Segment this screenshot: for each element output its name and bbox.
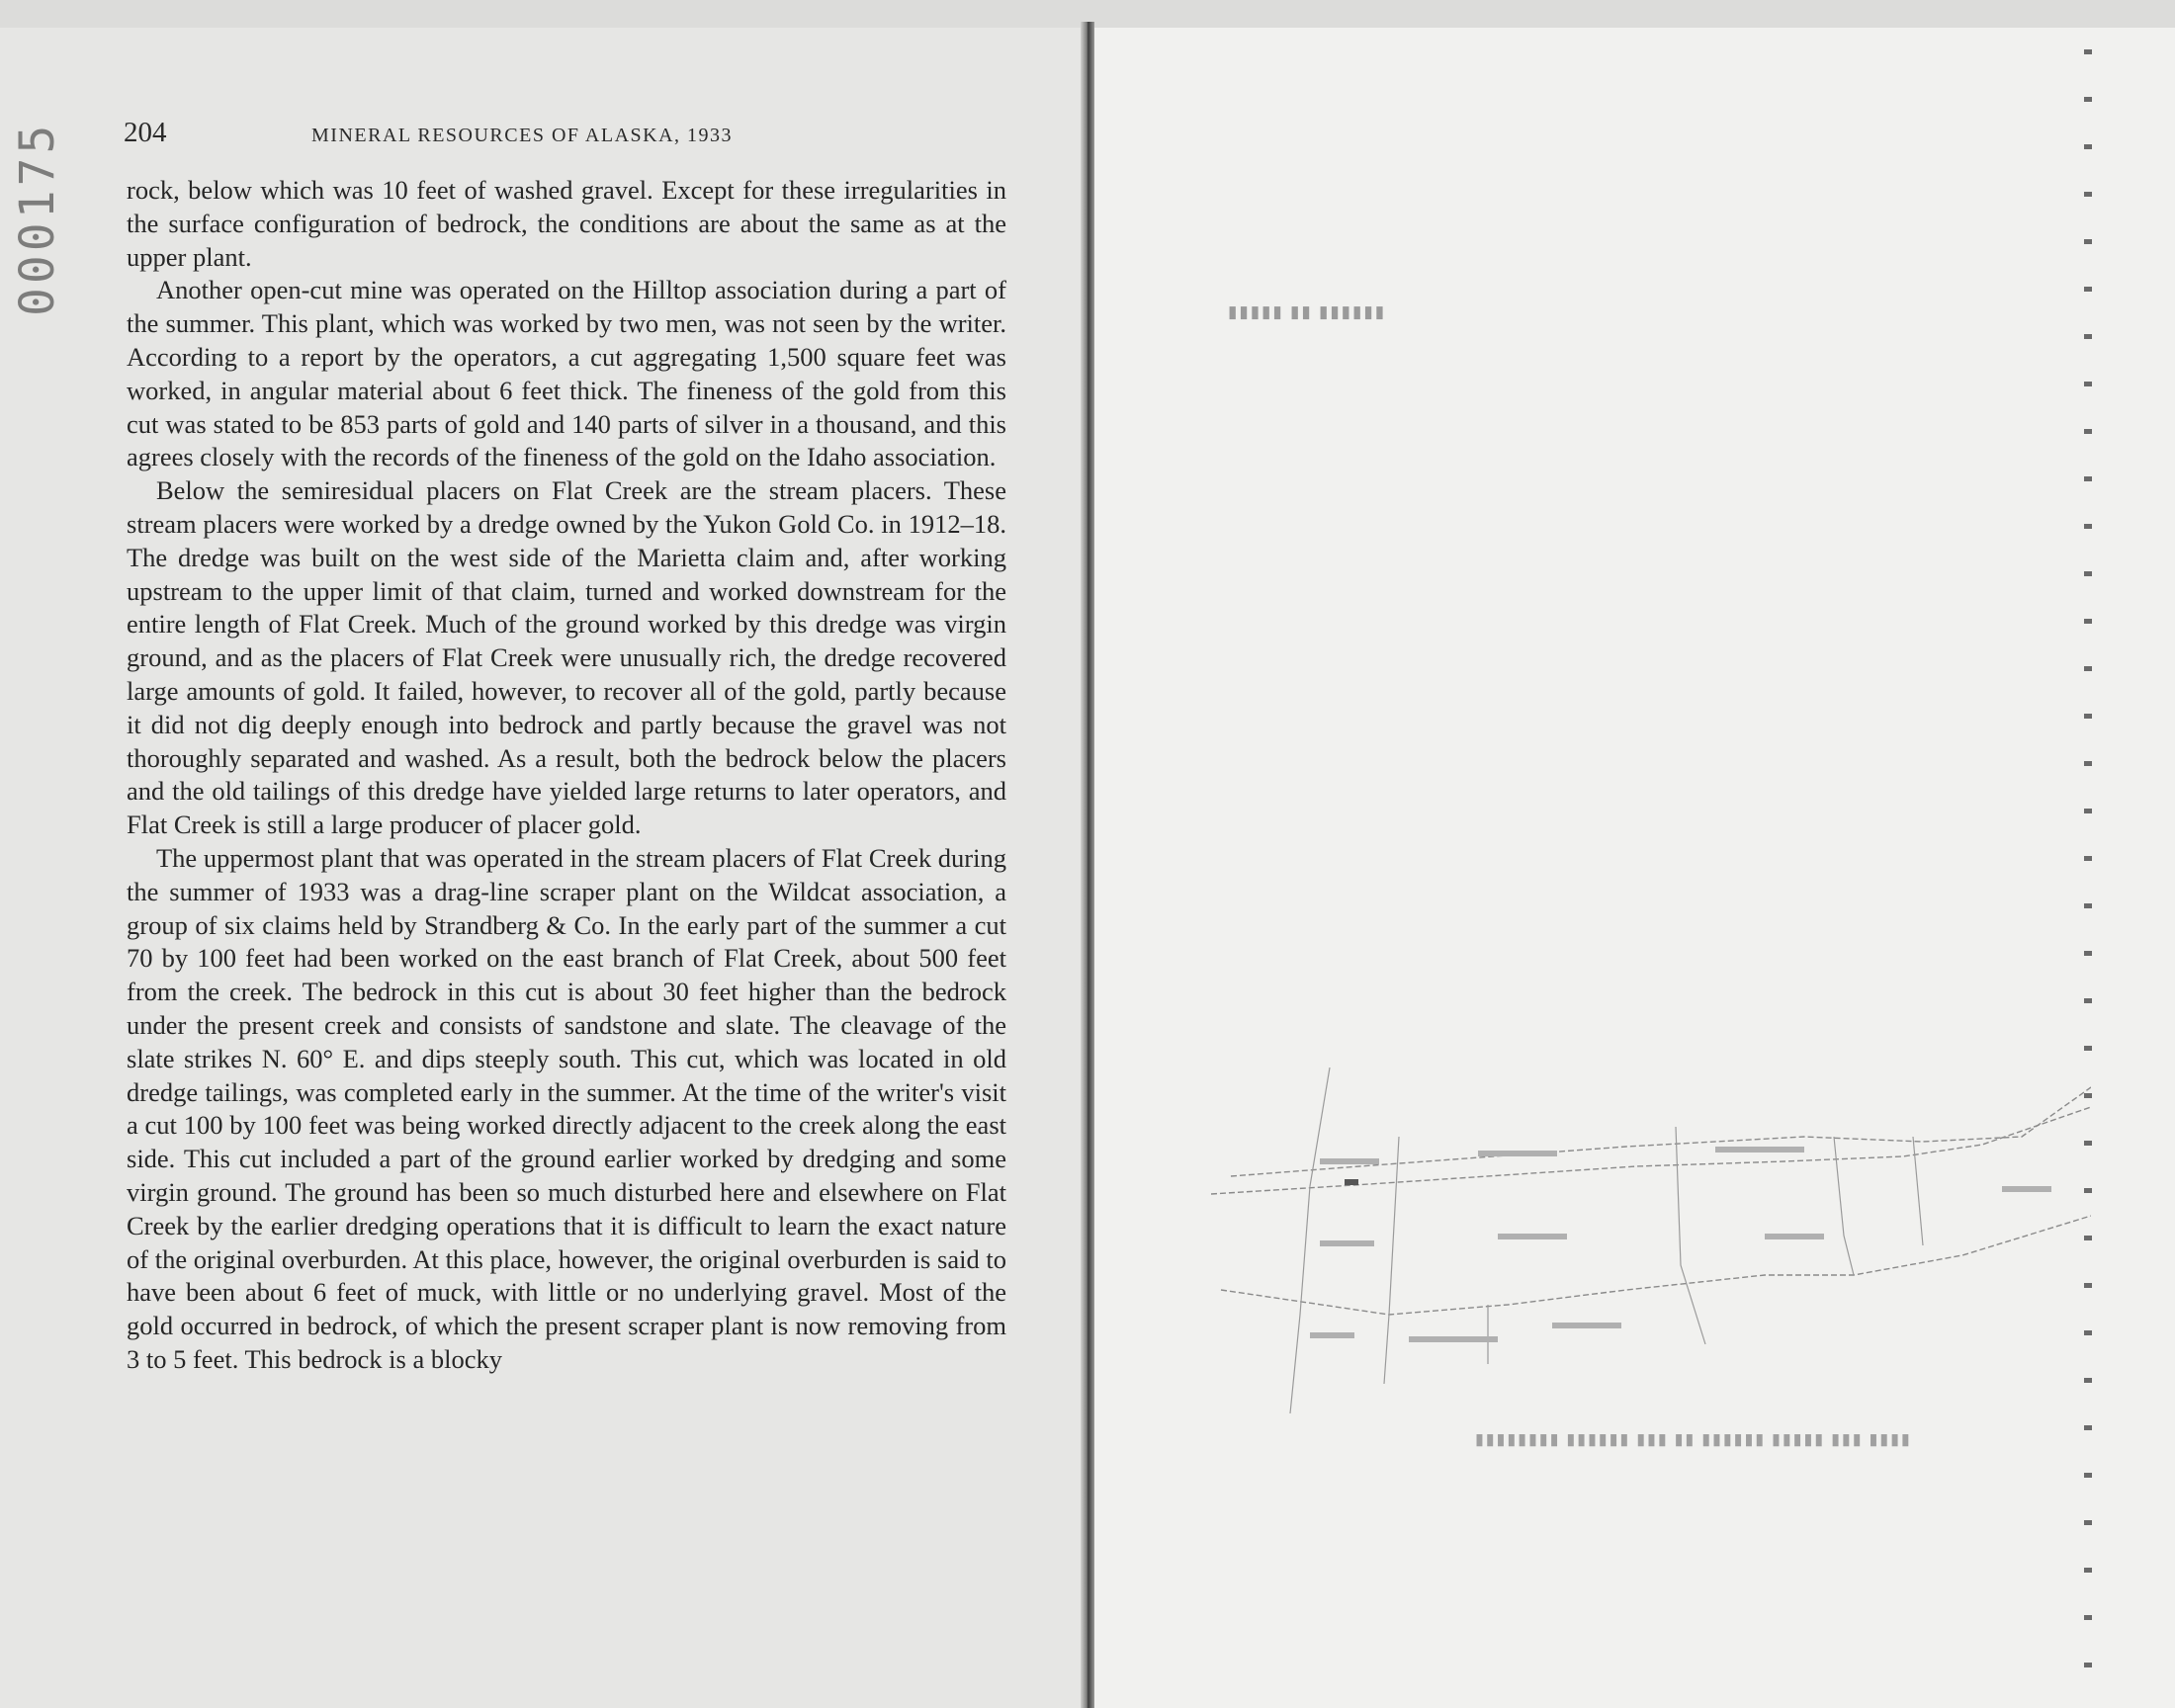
paragraph: rock, below which was 10 feet of washed gravel. Except for these irregularities in the surface configuration of bedrock, the conditions are about the same as at the upper plant. <box>127 175 1006 272</box>
paragraph: The uppermost plant that was operated in the stream placers of Flat Creek during the summer of 1933 was a drag-line scraper plant on the Wildcat association, a group of six claims held by Strandberg & Co. In the early part of the summer a cut 70 by 100 feet had been worked on the east branch of Flat Creek, about 500 feet from the creek. The bedrock in this cut is about 30 feet higher than the bedrock under the present creek and consists of sandstone and slate. The cleavage of the slate strikes N. 60° E. and dips steeply south. This cut, which was located in old dredge tailings, was completed early in the summer. At the time of the writer's visit a cut 100 by 100 feet was being worked directly adjacent to the creek along the east side. This cut included a part of the ground earlier worked by dredging and some virgin ground. The ground has been so much disturbed here and elsewhere on Flat Creek by the earlier dredging operations that it is difficult to learn the exact nature of the original overburden. At this place, however, the original overburden is said to have been about 6 feet of muck, with little or no underlying gravel. Most of the gold occurred in bedrock, of which the present scraper plant is now removing from 3 to 5 feet. This bedrock is a blocky <box>127 842 1006 1374</box>
map-label-smudge <box>1715 1147 1804 1153</box>
map-label-smudge <box>1409 1336 1498 1342</box>
paragraph: Below the semiresidual placers on Flat Creek are the stream placers. These stream placers were worked by a dredge owned by the Yukon Gold Co. in 1912–18. The dredge was built on the west side of the Marietta claim and, after working upstream to the upper limit of that claim, turned and worked downstream for the entire length of Flat Creek. Much of the ground worked by this dredge was virgin ground, and as the placers of Flat Creek were unusually rich, the dredge recovered large amounts of gold. It failed, however, to recover all of the gold, partly because it did not dig deeply enough into bedrock and partly because the gravel was not thoroughly separated and washed. As a result, both the bedrock below the placers and the old tailings of this dredge have yielded large returns to later operators, and Flat Creek is still a large producer of placer gold. <box>127 475 1006 840</box>
bleed-through-caption: ▮▮▮▮ ▮▮▮ ▮▮▮▮▮ ▮▮▮▮▮▮ ▮▮ ▮▮▮ ▮▮▮▮▮▮ ▮▮▮▮▮▮▮▮ <box>1473 1432 1910 1449</box>
map-line <box>1913 1137 1923 1245</box>
page-number: 204 <box>124 117 167 148</box>
map-label-smudge <box>1320 1158 1379 1164</box>
map-line <box>1834 1137 1854 1275</box>
map-label-smudge <box>1478 1151 1557 1156</box>
paragraph: Another open-cut mine was operated on the Hilltop association during a part of the summer. This plant, which was worked by two men, was not seen by the writer. According to a report by the operators, a cut aggregating 1,500 square feet was worked, in angular material about 6 feet thick. The fineness of the gold from this cut was stated to be 853 parts of gold and 140 parts of silver in a thousand, and this agrees closely with the records of the fineness of the gold on the Idaho association. <box>127 275 1006 472</box>
running-head <box>124 117 1018 156</box>
map-marker <box>1345 1179 1358 1185</box>
map-road-lower <box>1221 1216 2091 1315</box>
map-label-smudge <box>1765 1234 1824 1239</box>
right-page-edge-marks <box>2084 28 2092 1708</box>
right-page <box>1094 28 2175 1708</box>
map-line <box>1676 1127 1705 1344</box>
bleed-through-map <box>1211 1068 2091 1423</box>
map-label-smudge <box>1552 1323 1621 1328</box>
map-label-smudge <box>2002 1186 2051 1192</box>
page-title: MINERAL RESOURCES OF ALASKA, 1933 <box>311 125 734 146</box>
page-gutter <box>1081 22 1094 1708</box>
bleed-through-heading: ▮▮▮▮▮▮ ▮▮ ▮▮▮▮▮ <box>1226 302 1385 321</box>
map-label-smudge <box>1310 1332 1354 1338</box>
body-text <box>127 174 1006 1377</box>
map-label-smudge <box>1320 1240 1374 1246</box>
map-line <box>1384 1137 1399 1384</box>
map-label-smudge <box>1498 1234 1567 1239</box>
map-road-middle <box>1211 1107 2091 1194</box>
page-stamp-number: 000175 <box>10 121 65 316</box>
